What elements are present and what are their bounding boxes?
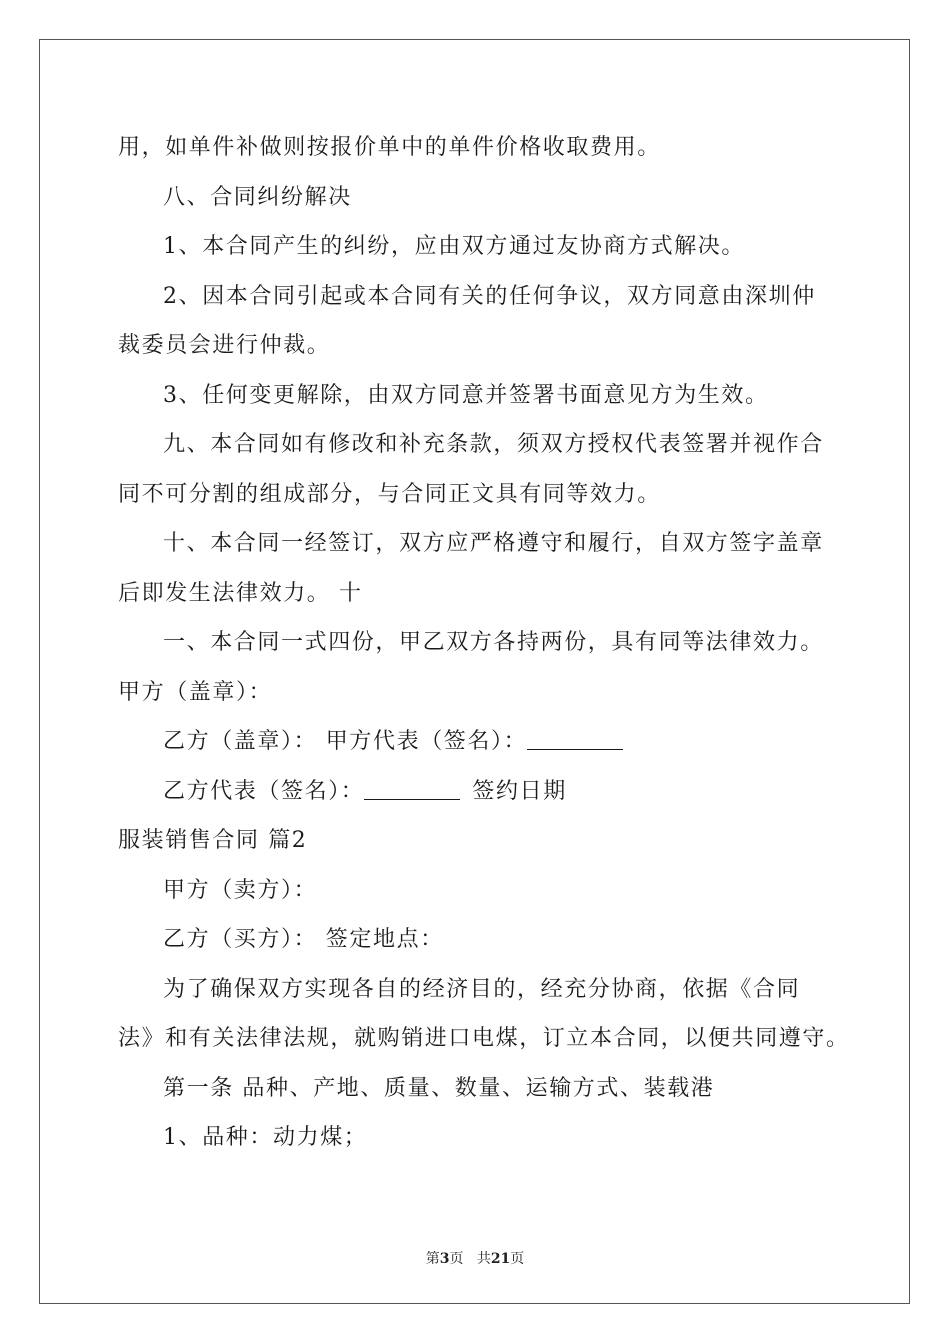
- text-line: 为了确保双方实现各自的经济目的，经充分协商，依据《合同: [163, 976, 801, 1002]
- page-footer: [0, 1248, 950, 1268]
- text-line: 1、本合同产生的纠纷，应由双方通过友协商方式解决。: [163, 234, 745, 259]
- signature-blank: [364, 777, 460, 800]
- text-line: 用，如单件补做则按报价单中的单件价格收取费用。: [118, 135, 661, 160]
- signature-line-2-before: 乙方代表（签名）：: [163, 778, 365, 804]
- text-line: 3、任何变更解除，由双方同意并签署书面意见方为生效。: [163, 382, 769, 408]
- footer-total-pages: 21: [490, 1251, 511, 1267]
- text-line: 1、品种：动力煤；: [163, 1125, 368, 1150]
- text-line: 八、合同纠纷解决: [163, 184, 352, 210]
- text-line: 法》和有关法律法规，就购销进口电煤，订立本合同，以便共同遵守。: [118, 1026, 850, 1051]
- footer-page-number: 3: [439, 1251, 450, 1267]
- signature-blank: [527, 727, 623, 750]
- signature-line-2: [118, 772, 838, 822]
- text-line: 第一条 品种、产地、质量、数量、运输方式、装载港: [163, 1075, 715, 1101]
- text-line: 乙方（买方）： 签定地点：: [163, 927, 444, 952]
- footer-prefix: 第: [425, 1251, 440, 1267]
- footer-page-suffix: 页: [449, 1251, 464, 1267]
- text-line: 一、本合同一式四份，甲乙双方各持两份，具有同等法律效力。: [163, 630, 824, 655]
- signature-line-1-text: 乙方（盖章）： 甲方代表（签名）：: [163, 729, 528, 754]
- footer-total-suffix: 页: [510, 1251, 525, 1267]
- text-line: 2、因本合同引起或本合同有关的任何争议，双方同意由深圳仲: [163, 283, 816, 309]
- signature-line-1: [118, 722, 838, 772]
- text-line: 九、本合同如有修改和补充条款，须双方授权代表签署并视作合: [163, 432, 824, 457]
- text-line: 甲方（盖章）：: [118, 679, 273, 705]
- document-body: [118, 128, 850, 1168]
- text-line: 甲方（卖方）：: [163, 877, 318, 903]
- text-line: 十、本合同一经签订，双方应严格遵守和履行，自双方签字盖章: [163, 531, 824, 556]
- text-line: 裁委员会进行仲裁。: [118, 333, 331, 358]
- signature-line-2-after: 签约日期: [472, 778, 567, 804]
- text-line: 服装销售合同 篇2: [118, 828, 308, 853]
- text-line: 后即发生法律效力。 十: [118, 580, 363, 606]
- footer-total-prefix: 共: [476, 1251, 491, 1267]
- text-line: 同不可分割的组成部分，与合同正文具有同等效力。: [118, 481, 661, 507]
